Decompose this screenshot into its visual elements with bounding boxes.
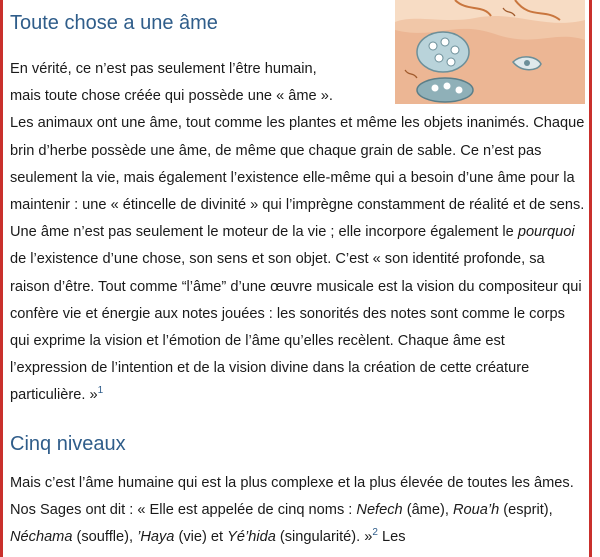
footnote-link-1[interactable]: 1: [97, 385, 104, 397]
term-nefech: Nefech: [356, 502, 403, 519]
emphasis-pourquoi: pourquoi: [517, 224, 575, 241]
body-text-start: Les animaux ont une âme, tout comme les plantes et même les objets inanimés. Chaque brin d’herbe possède une âme, de même que chaque grain de sable. Ce n’est pas seulement la vie, mais également l’existence elle-même qui a besoin d’une âme pour la maintenir : une « étincelle de divinité » qui l’imprègne constamment de réalité et de sens. Une âme n’est pas seulement le moteur de la vie ; elle incorpore également le: [10, 115, 585, 241]
levels-text-4: (souffle),: [72, 529, 138, 546]
section-title-soul: Toute chose a une âme: [10, 12, 218, 34]
paragraph-every-thing-has-soul: [10, 56, 585, 410]
term-yehida: Yé’hida: [227, 529, 276, 546]
term-nechama: Néchama: [10, 529, 73, 546]
intro-line-2: mais toute chose créée qui possède une « âme ».: [10, 88, 333, 105]
term-rouah: Roua’h: [452, 502, 500, 519]
levels-text-7: Les: [377, 529, 406, 546]
intro-line-1: En vérité, ce n’est pas seulement l’être humain,: [10, 61, 317, 77]
term-haya: ’Haya: [137, 529, 175, 546]
footnote-link-2[interactable]: 2: [372, 527, 378, 539]
levels-text-5: (vie) et: [174, 529, 228, 546]
paragraph-five-levels: [10, 470, 585, 552]
levels-text-3: (esprit),: [499, 502, 553, 519]
levels-text-2: (âme),: [402, 502, 453, 519]
body-text-end: de l’existence d’une chose, son sens et son objet. C’est « son identité profonde, sa raison d’être. Tout comme “l’âme” d’une œuvre musicale est la vision du compositeur qui confère vie et énergie aux notes jouées : les sonorités des notes sont comme le corps qui exprime la vision et l’émotion de l’âme qu’elles recèlent. Chaque âme est l’expression de l’intention et de la vision divine dans la création de cette créature particulière. »: [10, 251, 582, 404]
section-title-five-levels: Cinq niveaux: [10, 433, 126, 455]
decorative-illustration: [395, 0, 585, 104]
levels-text-6: (singularité). »: [275, 529, 373, 546]
levels-text-1: Mais c’est l’âme humaine qui est la plus complexe et la plus élevée de toutes les âmes. Nos Sages ont dit : « Elle est appelée de cinq noms :: [10, 475, 574, 519]
